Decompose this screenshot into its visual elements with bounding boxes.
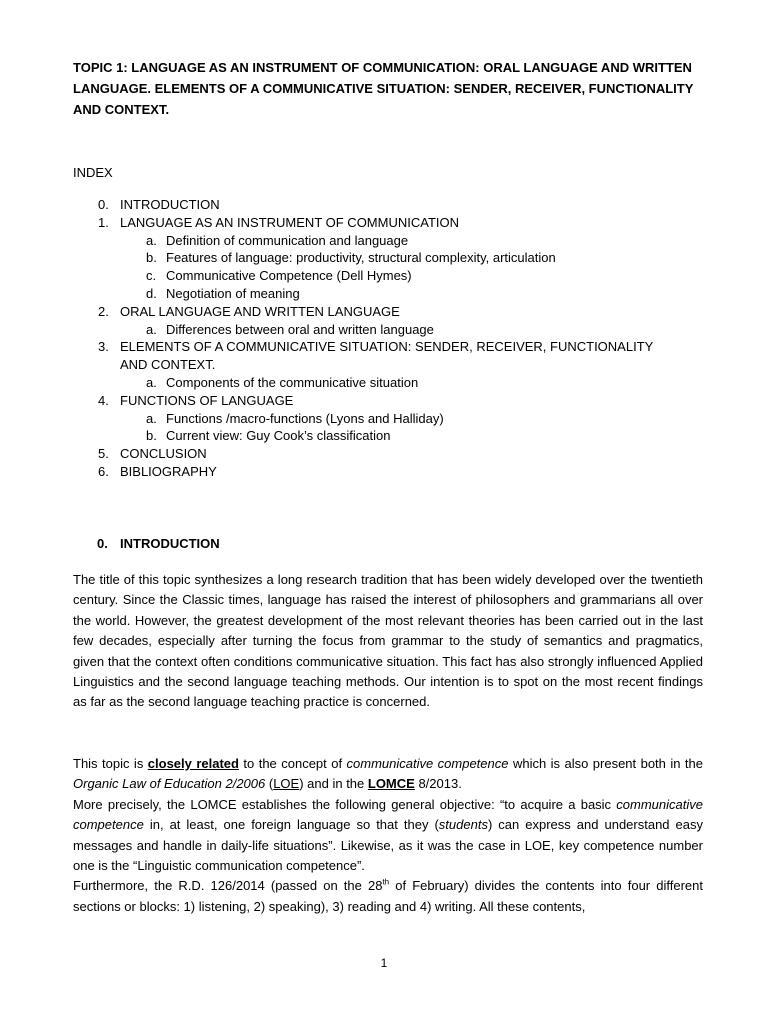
toc-item <box>73 445 713 463</box>
text-run: 8/2013. <box>414 776 462 792</box>
toc-item <box>73 303 713 321</box>
toc-item-number: 1. <box>98 214 109 230</box>
table-of-contents <box>73 196 713 481</box>
toc-item-text: FUNCTIONS OF LANGUAGE <box>120 392 294 408</box>
toc-item-text: ELEMENTS OF A COMMUNICATIVE SITUATION: SENDER, RECEIVER, FUNCTIONALITY AND CONTEXT. <box>120 339 654 373</box>
toc-subitem-text: Definition of communication and language <box>166 232 409 248</box>
toc-subitem <box>73 267 713 285</box>
toc-subitem <box>73 410 713 428</box>
superscript: th <box>382 878 390 888</box>
italic-text: communicative competence <box>346 756 509 771</box>
toc-item <box>73 338 713 374</box>
text-run: ) can express and understand easy messages and handle in daily-life situations”. Likewise, as it was the case in LOE, key competence number one is the “Linguistic communication competence”. <box>73 817 703 874</box>
toc-subitem-text: Communicative Competence (Dell Hymes) <box>166 268 412 284</box>
toc-subitem-text: Features of language: productivity, structural complexity, articulation <box>166 250 556 266</box>
toc-subitem <box>73 374 713 392</box>
toc-item-number: 5. <box>98 446 109 462</box>
text-run: Furthermore, the R.D. 126/2014 (passed on the 28 <box>73 878 383 894</box>
underlined-bold-text: closely related <box>147 756 239 771</box>
toc-subitem-text: Components of the communicative situation <box>166 374 419 390</box>
page-number: 1 <box>380 956 388 970</box>
toc-item-number: 2. <box>98 303 109 319</box>
toc-subitem-letter: a. <box>146 321 157 337</box>
toc-subitem-letter: a. <box>146 232 157 248</box>
toc-subitem-letter: a. <box>146 410 157 426</box>
toc-subitem-letter: d. <box>146 285 157 301</box>
toc-item-number: 3. <box>98 339 109 355</box>
toc-item-text: BIBLIOGRAPHY <box>120 463 217 479</box>
toc-subitem-letter: a. <box>146 374 157 390</box>
text-run: in, at least, one foreign language so that they ( <box>143 817 439 833</box>
toc-subitem-letter: b. <box>146 428 157 444</box>
text-run: of February) divides the contents into four different sections or blocks: 1) listening, 2) speaking), 3) reading and 4) writing. All these contents, <box>73 878 703 914</box>
introduction-paragraph-1: The title of this topic synthesizes a long research tradition that has been widely developed over the twentieth century. Since the Classic times, language has raised the interest of philosophers and grammarians all over the world. However, the greatest development of the most relevant theories has been carried out in the last few decades, especially after turning the focus from grammar to the study of semantics and pragmatics, given that the context often conditions communicative situation. This fact has also strongly influenced Applied Linguistics and the second language teaching methods. Our intention is to spot on the most recent findings as far as the second language teaching practice is concerned. <box>73 572 703 710</box>
toc-item-text: INTRODUCTION <box>120 197 220 212</box>
toc-item <box>73 196 713 214</box>
introduction-paragraph-2 <box>73 754 703 795</box>
toc-subitem-text: Functions /macro-functions (Lyons and Halliday) <box>166 410 444 426</box>
toc-item-number: 0. <box>98 197 109 212</box>
underlined-bold-text: LOMCE <box>367 776 415 792</box>
introduction-paragraph-4 <box>73 876 703 917</box>
toc-subitem-letter: c. <box>146 268 157 284</box>
toc-item-number: 6. <box>98 463 109 479</box>
introduction-heading-number: 0. <box>97 536 108 551</box>
italic-text: students <box>438 817 488 833</box>
text-run: ( <box>265 776 274 792</box>
toc-subitem-text: Current view: Guy Cook’s classification <box>166 428 391 444</box>
underlined-text: LOE <box>273 776 300 792</box>
document-title: TOPIC 1: LANGUAGE AS AN INSTRUMENT OF COMMUNICATION: ORAL LANGUAGE AND WRITTEN LANGUAGE. ELEMENTS OF A COMMUNICATIVE SITUATION: SENDER, RECEIVER, FUNCTIONALITY AND CONTEXT. <box>73 60 694 117</box>
toc-subitem <box>73 232 713 250</box>
toc-item <box>73 392 713 410</box>
toc-item-text: CONCLUSION <box>120 446 207 462</box>
introduction-heading-text: INTRODUCTION <box>120 536 220 551</box>
toc-subitem <box>73 285 713 303</box>
introduction-paragraph-3 <box>73 795 703 877</box>
text-run: More precisely, the LOMCE establishes the following general objective: “to acquire a basic <box>73 796 617 812</box>
toc-subitem-letter: b. <box>146 250 157 266</box>
toc-item-text: ORAL LANGUAGE AND WRITTEN LANGUAGE <box>120 303 400 319</box>
text-run: ) and in the <box>299 776 368 792</box>
toc-subitem <box>73 249 713 267</box>
introduction-body <box>73 754 703 917</box>
italic-text: Organic Law of Education 2/2006 <box>73 776 266 792</box>
toc-item-number: 4. <box>98 392 109 408</box>
toc-subitem <box>73 321 713 339</box>
index-heading: INDEX <box>73 165 113 180</box>
italic-text: communicative competence <box>73 796 703 833</box>
toc-item <box>73 214 713 232</box>
toc-subitem-text: Negotiation of meaning <box>166 285 300 301</box>
toc-item-text: LANGUAGE AS AN INSTRUMENT OF COMMUNICATION <box>120 214 459 230</box>
text-run: which is also present both in the <box>508 756 704 771</box>
text-run: This topic is <box>73 756 148 771</box>
toc-subitem <box>73 427 713 445</box>
toc-subitem-text: Differences between oral and written language <box>166 321 434 337</box>
introduction-heading <box>97 535 220 553</box>
toc-item <box>73 463 713 481</box>
text-run: to the concept of <box>238 756 347 771</box>
